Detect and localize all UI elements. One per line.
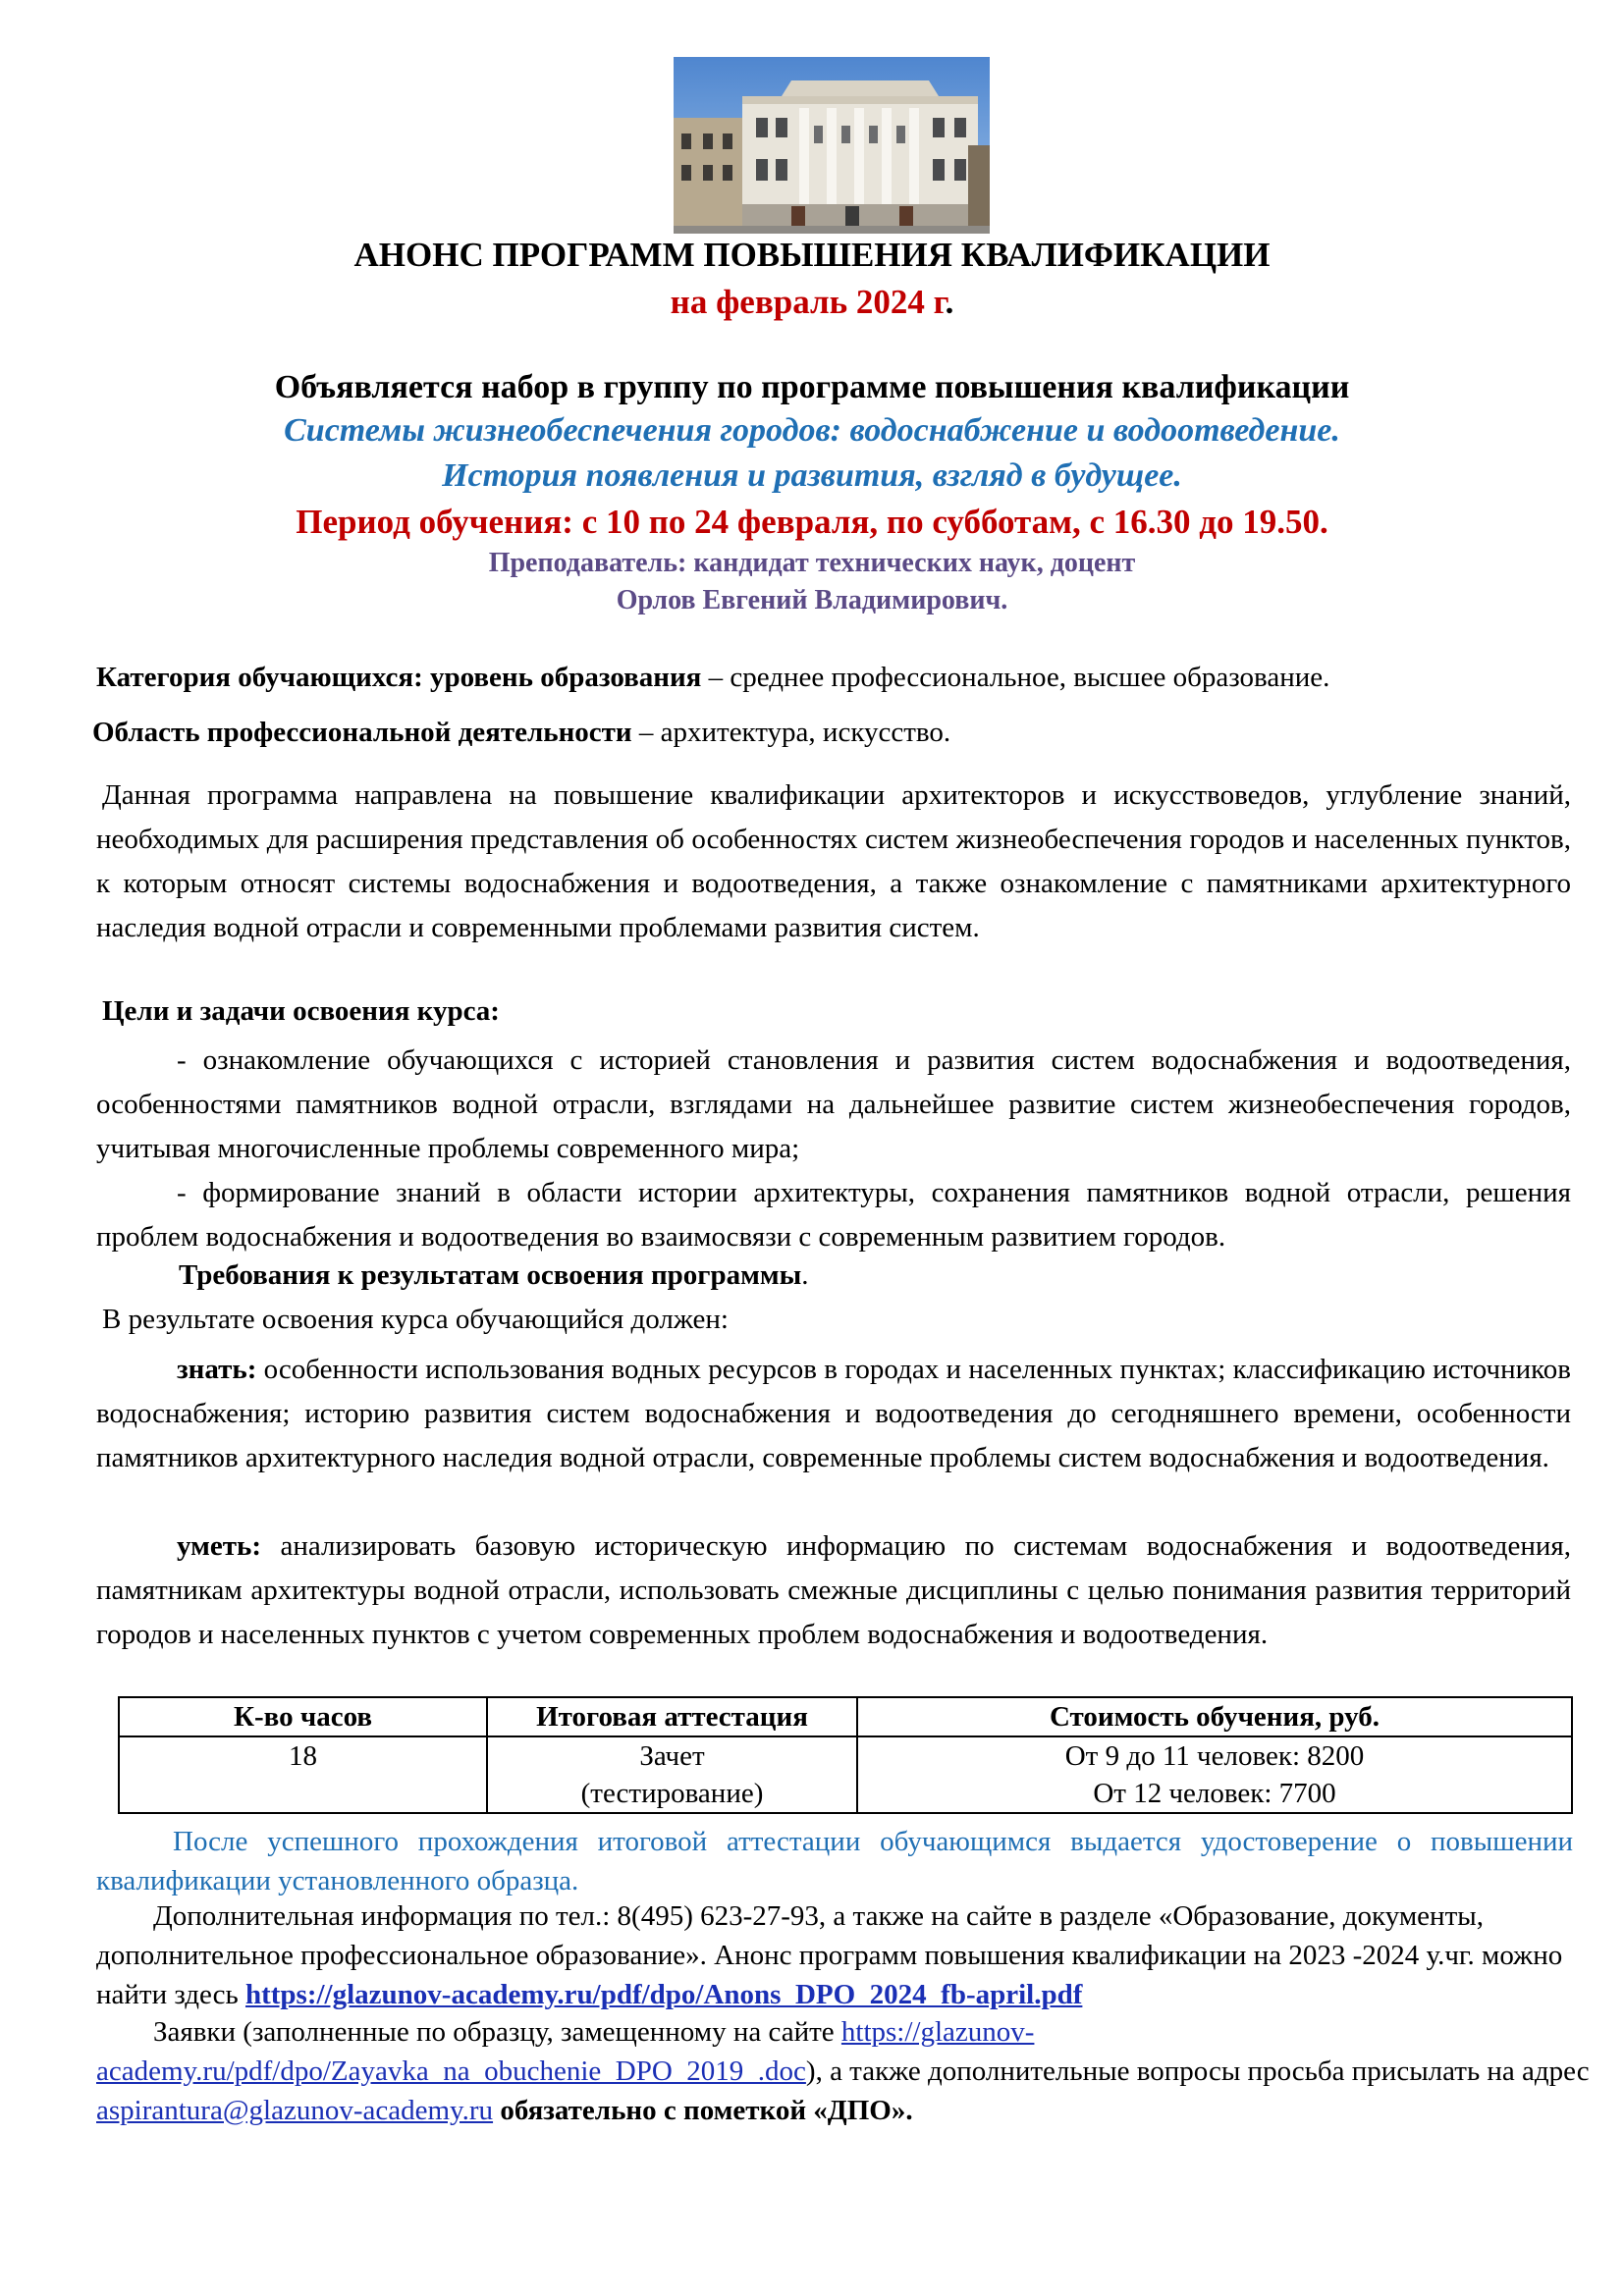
header-hours: К-во часов xyxy=(119,1697,487,1736)
cell-hours: 18 xyxy=(119,1736,487,1813)
dpo-mark-note: обязательно с пометкой «ДПО». xyxy=(500,2095,913,2126)
email-link[interactable]: aspirantura@glazunov-academy.ru xyxy=(96,2095,494,2126)
professional-field-value: – архитектура, искусство. xyxy=(631,717,951,748)
know-text: особенности использования водных ресурсов в городах и населенных пунктах; классификацию источников водоснабжения; историю развития систем водоснабжения и водоотведения до сегодняшнего времени, особенности памятников архитектурного наследия водной отрасли, современные проблемы систем водоснабжения и водоотведения. xyxy=(96,1354,1571,1473)
goal-item-1: - ознакомление обучающихся с историей становления и развития систем водоснабжения и водоотведения, особенностями памятников водной отрасли, взглядами на дальнейшее развитие систем жизнеобеспечения городов, учитывая многочисленные проблемы современного мира; xyxy=(96,1044,1571,1164)
enrollment-intro: Объявляется набор в группу по программе повышения квалификации xyxy=(274,369,1350,405)
requirements-heading-text: Требования к результатам освоения программы xyxy=(179,1259,802,1291)
student-category-value: – среднее профессиональное, высшее образование. xyxy=(701,662,1330,693)
program-title-line-1: Системы жизнеобеспечения городов: водоснабжение и водоотведение. xyxy=(284,412,1340,449)
can-paragraph xyxy=(96,1524,1571,1657)
student-category-label: Категория обучающихся: уровень образования xyxy=(96,662,702,693)
requirements-intro: В результате освоения курса обучающийся должен: xyxy=(102,1304,729,1335)
can-text: анализировать базовую историческую информацию по системам водоснабжения и водоотведения, памятникам архитектуры водной отрасли, использовать смежные дисциплины с целью понимания развития территорий городов и населенных пунктов с учетом современных проблем водоснабжения и водоотведения. xyxy=(96,1530,1571,1650)
additional-info-text: Дополнительная информация по тел.: 8(495) 623-27-93, а также на сайте в разделе «Образование, документы, дополнительное профессиональное образование». Анонс программ повышения квалификации на 2023 -2024 у.чг. можно найти здесь xyxy=(96,1900,1563,2010)
know-paragraph xyxy=(96,1348,1571,1480)
table-header-row xyxy=(119,1697,1572,1736)
teacher-title: Преподаватель: кандидат технических наук, доцент xyxy=(488,548,1136,578)
program-title-line-2: История появления и развития, взгляд в будущее. xyxy=(442,457,1182,494)
applications-text-2: ), а также дополнительные вопросы просьба присылать на адрес xyxy=(805,2056,1590,2087)
requirements-heading xyxy=(179,1259,808,1292)
table-row xyxy=(119,1736,1572,1813)
professional-field xyxy=(92,717,1565,749)
cell-cost xyxy=(857,1736,1572,1813)
cell-cost-line-2: От 12 человек: 7700 xyxy=(1093,1778,1336,1809)
cell-exam-line-2: (тестирование) xyxy=(580,1778,764,1809)
building-illustration xyxy=(674,57,990,234)
cell-exam-line-1: Зачет xyxy=(639,1740,705,1772)
anons-link[interactable]: https://glazunov-academy.ru/pdf/dpo/Anons_DPO_2024_fb-april.pdf xyxy=(244,1979,1083,2010)
goal-item-2: - формирование знаний в области истории архитектуры, сохранения памятников водной отрасли, решения проблем водоснабжения и водоотведения во взаимосвязи с современным развитием городов. xyxy=(96,1177,1571,1253)
additional-info xyxy=(96,1896,1624,2014)
period-dot: . xyxy=(945,283,954,321)
period-month: на февраль 2024 г xyxy=(670,283,946,321)
announcement-period xyxy=(0,283,1624,322)
academy-building-photo xyxy=(674,57,990,234)
requirements-heading-dot: . xyxy=(801,1259,809,1291)
header-cost: Стоимость обучения, руб. xyxy=(857,1697,1572,1736)
student-category xyxy=(96,662,1569,694)
certificate-note: После успешного прохождения итоговой аттестации обучающимся выдается удостоверение о повышении квалификации установленного образца. xyxy=(96,1826,1573,1896)
header-exam: Итоговая аттестация xyxy=(487,1697,857,1736)
applications-info xyxy=(96,2012,1624,2130)
study-schedule: Период обучения: с 10 по 24 февраля, по субботам, с 16.30 до 19.50. xyxy=(296,503,1328,541)
cell-exam xyxy=(487,1736,857,1813)
teacher-name: Орлов Евгений Владимирович. xyxy=(616,585,1008,615)
program-description: Данная программа направлена на повышение квалификации архитекторов и искусствоведов, углубление знаний, необходимых для расширения представления об особенностях систем жизнеобеспечения городов и населенных пунктов, к которым относят системы водоснабжения и водоотведения, а также ознакомление с памятниками архитектурного наследия водной отрасли и современными проблемами развития систем. xyxy=(96,779,1571,943)
know-label: знать: xyxy=(177,1354,257,1385)
professional-field-label: Область профессиональной деятельности xyxy=(92,717,632,748)
can-label: уметь: xyxy=(177,1530,261,1562)
cell-cost-line-1: От 9 до 11 человек: 8200 xyxy=(1064,1740,1365,1772)
course-info-table xyxy=(118,1696,1573,1814)
goals-heading: Цели и задачи освоения курса: xyxy=(102,995,500,1027)
announcement-title: АНОНС ПРОГРАММ ПОВЫШЕНИЯ КВАЛИФИКАЦИИ xyxy=(353,236,1271,274)
applications-text-1: Заявки (заполненные по образцу, замещенному на сайте xyxy=(153,2016,841,2048)
application-form-link[interactable]: https://glazunov-academy.ru/pdf/dpo/Zayavka_na_obuchenie_DPO_2019_.doc xyxy=(96,2016,1035,2087)
